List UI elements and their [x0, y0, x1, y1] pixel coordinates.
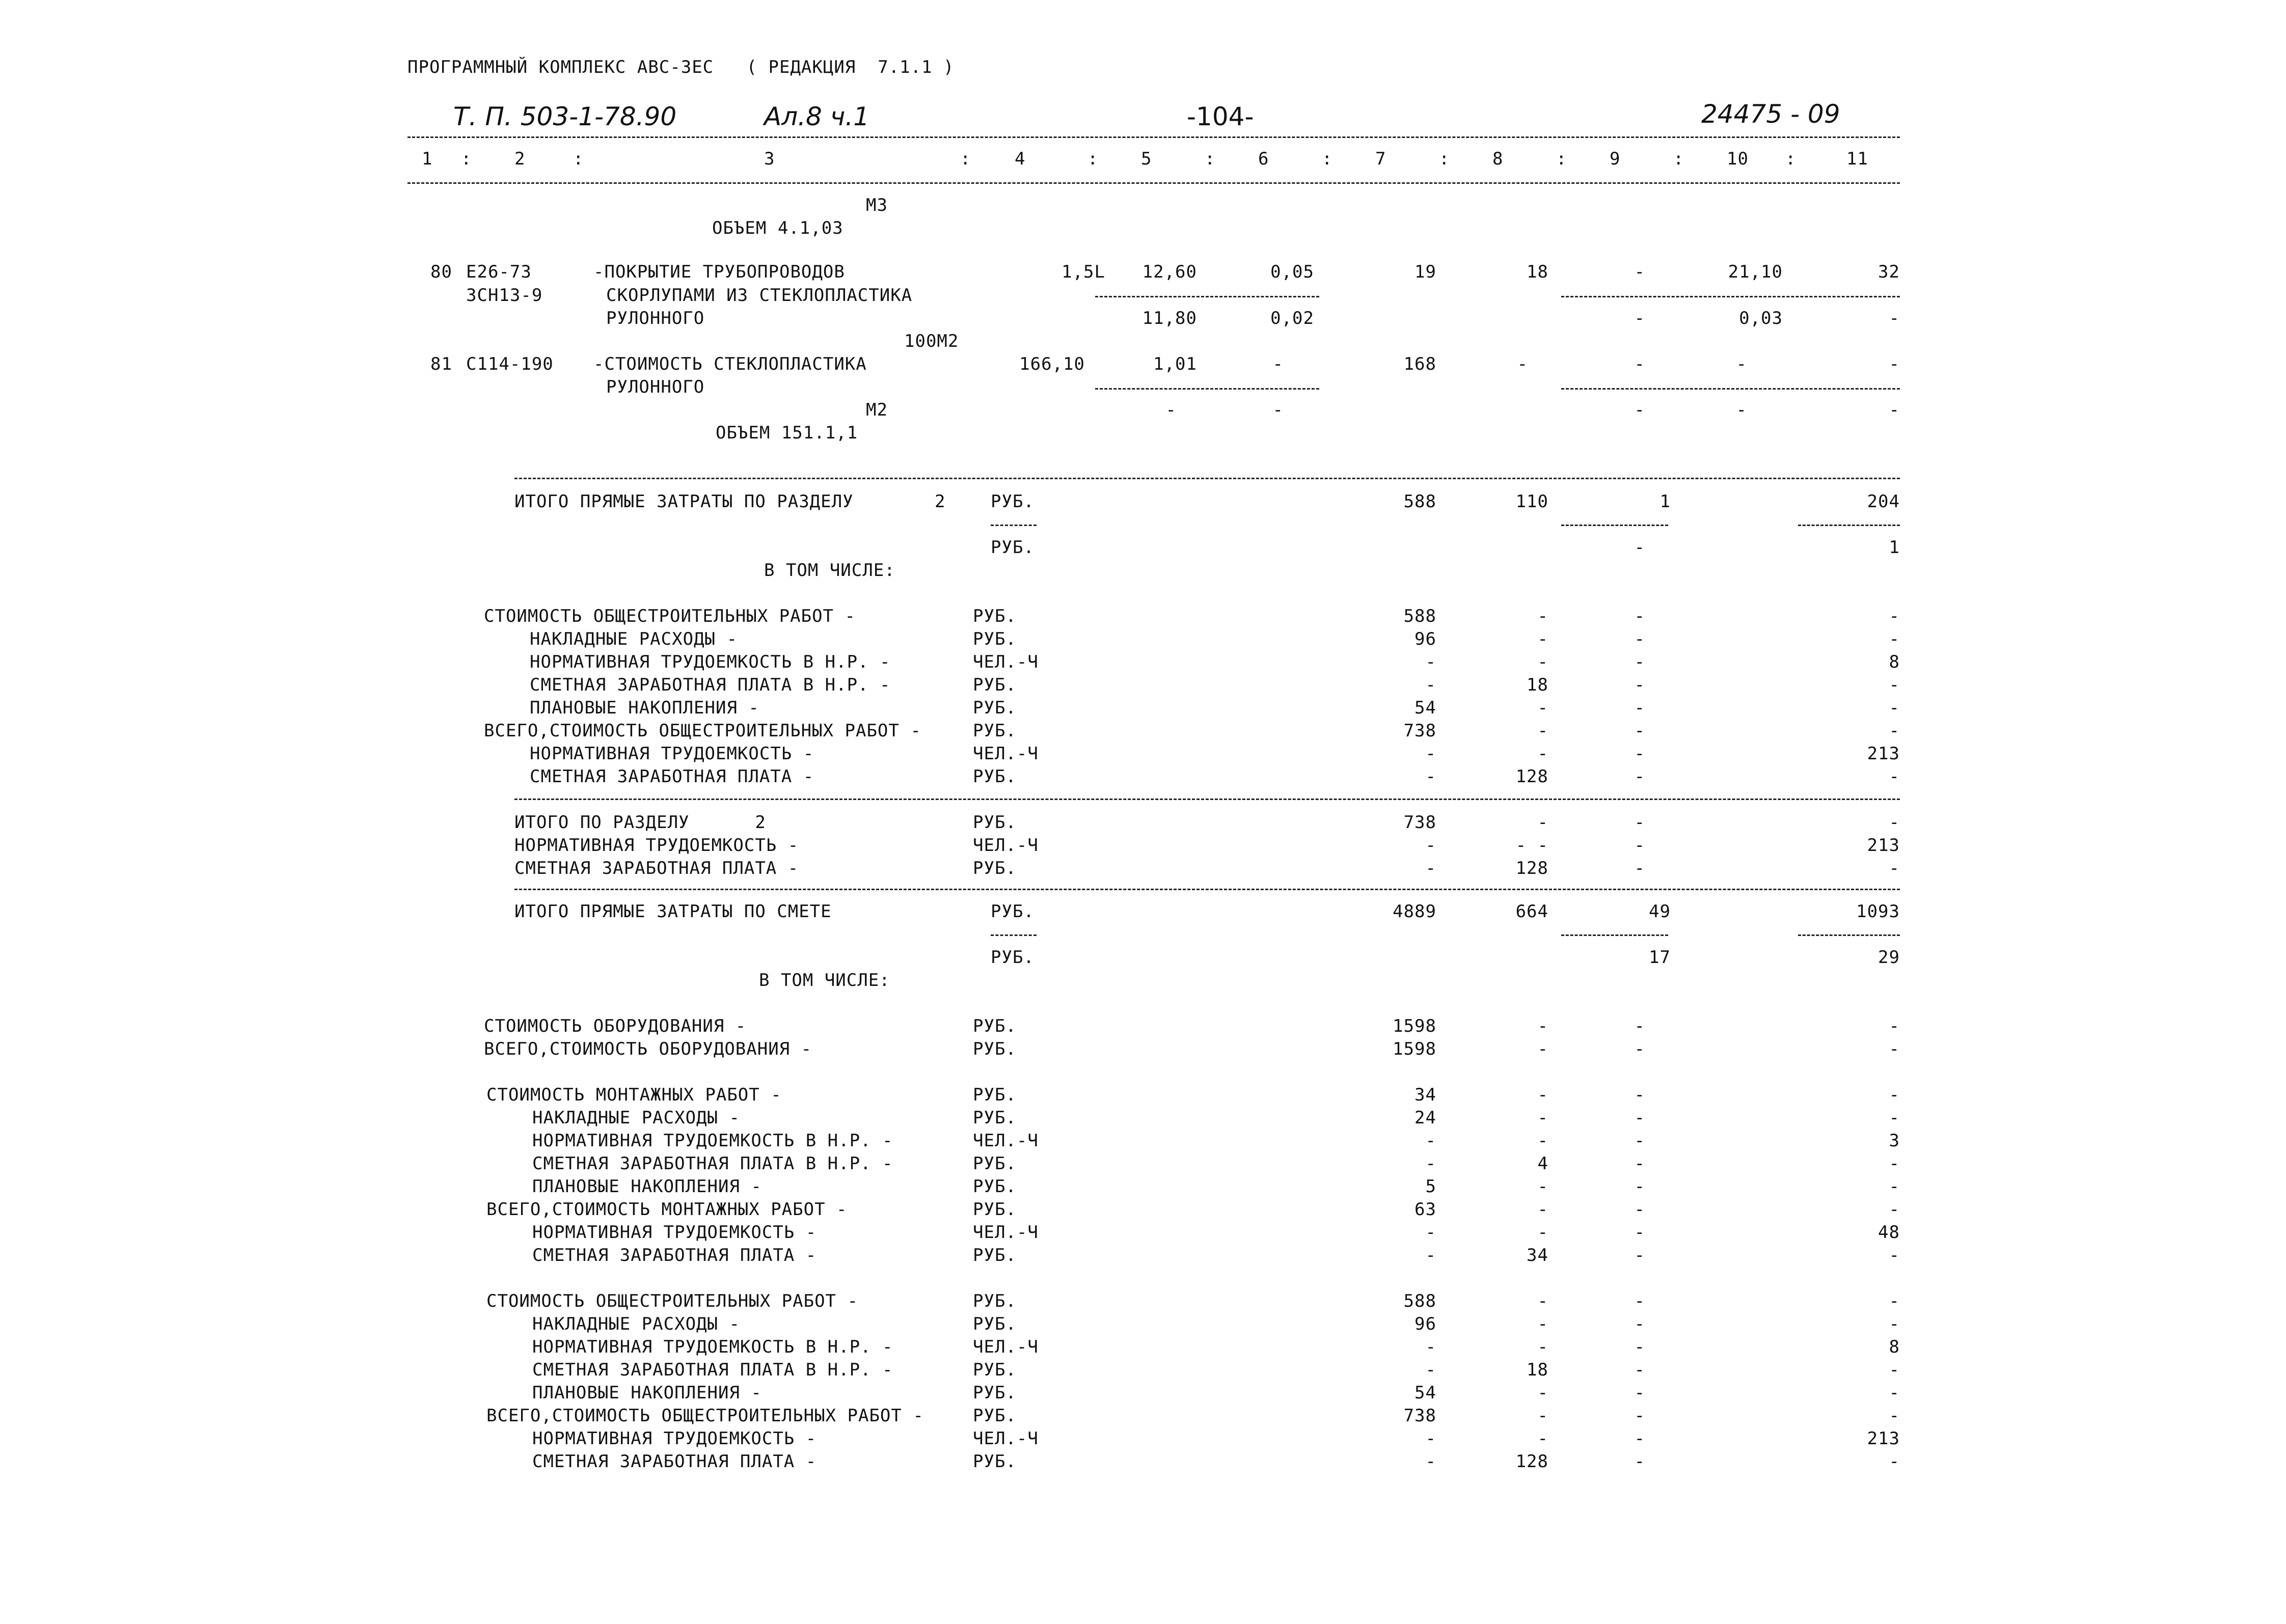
column-number: 9: [1610, 149, 1621, 169]
cell-col7: 588: [1403, 491, 1436, 512]
column-number: 7: [1375, 149, 1386, 169]
cell-col8: 18: [1527, 262, 1548, 282]
cell-col8: 128: [1515, 766, 1548, 787]
row-label: СМЕТНАЯ ЗАРАБОТНАЯ ПЛАТА -: [530, 766, 814, 787]
cell-col7: -: [1425, 766, 1436, 787]
row-label: НОРМАТИВНАЯ ТРУДОЕМКОСТЬ -: [530, 744, 814, 764]
unit-label: ЧЕЛ.-Ч: [973, 652, 1039, 672]
cell-col11: 3: [1889, 1131, 1900, 1151]
row-label: СМЕТНАЯ ЗАРАБОТНАЯ ПЛАТА -: [532, 1245, 817, 1265]
cell-col11: 29: [1878, 947, 1900, 968]
cell-col8: -: [1537, 1337, 1548, 1357]
column-separator: :: [1785, 149, 1797, 169]
cell-col7: 1598: [1393, 1039, 1436, 1059]
cell-col4: 1,5L: [1062, 262, 1105, 282]
unit-label: ЧЕЛ.-Ч: [973, 835, 1039, 856]
cell-col9: -: [1634, 835, 1645, 856]
cell-col9: -: [1634, 1016, 1645, 1036]
cell-rule: [1798, 934, 1900, 936]
cell-col6: 0,05: [1270, 262, 1314, 282]
cell-col9: -: [1634, 744, 1645, 764]
unit-label: РУБ.: [973, 1360, 1017, 1380]
cell-col9: -: [1634, 1245, 1645, 1265]
cell-col7: -: [1425, 1360, 1436, 1380]
cell-col8: 110: [1515, 491, 1548, 512]
cell-rule: [1561, 296, 1900, 297]
cell-col11: 213: [1867, 835, 1900, 856]
cell-col9: -: [1634, 1039, 1645, 1059]
cell-col8: 34: [1527, 1245, 1548, 1265]
cell-col8: -: [1537, 1199, 1548, 1220]
cell-col10: -: [1736, 354, 1747, 374]
cell-col11: -: [1889, 858, 1900, 878]
item-code: Е26-73: [466, 262, 532, 282]
cell-rule: [1561, 388, 1900, 390]
unit-rule: [991, 934, 1037, 936]
cell-col11: -: [1889, 1085, 1900, 1105]
cell-col7: 54: [1414, 1383, 1436, 1403]
cell-col7: 738: [1403, 812, 1436, 833]
cell-col11: -: [1889, 1153, 1900, 1174]
column-header-rule: [407, 182, 1900, 184]
cell-col9: -: [1634, 721, 1645, 741]
unit-label: РУБ.: [973, 1406, 1017, 1426]
cell-col9: 17: [1649, 947, 1671, 968]
row-label: ИТОГО ПО РАЗДЕЛУ 2: [514, 812, 766, 833]
column-separator: :: [573, 149, 584, 169]
row-label: НОРМАТИВНАЯ ТРУДОЕМКОСТЬ -: [532, 1428, 817, 1449]
row-label: ПЛАНОВЫЕ НАКОПЛЕНИЯ -: [530, 698, 759, 718]
cell-col9: -: [1634, 652, 1645, 672]
cell-col11: -: [1889, 1451, 1900, 1472]
cell-col9: 49: [1649, 901, 1671, 922]
cell-col9: -: [1634, 1383, 1645, 1403]
cell-col7: -: [1425, 1222, 1436, 1243]
cell-col9: -: [1634, 1153, 1645, 1174]
item-code-secondary: ЗСН13-9: [466, 285, 543, 306]
cell-col7: 5: [1425, 1176, 1436, 1197]
row-label: ВСЕГО,СТОИМОСТЬ ОБЩЕСТРОИТЕЛЬНЫХ РАБОТ -: [484, 721, 921, 741]
cell-col8: -: [1537, 652, 1548, 672]
item-description-line: СКОРЛУПАМИ ИЗ СТЕКЛОПЛАСТИКА: [606, 285, 913, 306]
item-description: -СТОИМОСТЬ СТЕКЛОПЛАСТИКА: [593, 354, 867, 374]
unit-label: РУБ.: [973, 629, 1017, 649]
cell-col7: 19: [1414, 262, 1436, 282]
cell-col11: 204: [1867, 491, 1900, 512]
cell-col7: 34: [1414, 1085, 1436, 1105]
item-description-line: РУЛОННОГО: [606, 308, 705, 328]
cell-col8: -: [1537, 1222, 1548, 1243]
cell-col9: -: [1634, 262, 1645, 282]
cell-rule: [1095, 388, 1319, 390]
cell-col7: -: [1425, 858, 1436, 878]
unit-label: РУБ.: [991, 901, 1035, 922]
cell-col9: 1: [1659, 491, 1671, 512]
cell-col8: 18: [1527, 1360, 1548, 1380]
unit-label: ЧЕЛ.-Ч: [973, 1131, 1039, 1151]
row-label: НАКЛАДНЫЕ РАСХОДЫ -: [532, 1314, 740, 1334]
cell-col8: -: [1537, 1108, 1548, 1128]
cell-col8: 128: [1515, 858, 1548, 878]
unit-label: РУБ.: [973, 1245, 1017, 1265]
cell-col7: -: [1425, 1245, 1436, 1265]
unit-label: РУБ.: [973, 1314, 1017, 1334]
cell-col10: 21,10: [1728, 262, 1783, 282]
unit-m3: М3: [866, 195, 888, 215]
cell-col8: -: [1537, 1016, 1548, 1036]
unit-label: РУБ.: [991, 491, 1035, 512]
cell-col7: 738: [1403, 1406, 1436, 1426]
cell-col7: 96: [1414, 1314, 1436, 1334]
cell-col7: -: [1425, 675, 1436, 695]
cell-col7: -: [1425, 1153, 1436, 1174]
cell-rule: [1561, 525, 1668, 526]
row-label: НАКЛАДНЫЕ РАСХОДЫ -: [530, 629, 738, 649]
unit-label: ЧЕЛ.-Ч: [973, 1222, 1039, 1243]
section-total-label: ИТОГО ПРЯМЫЕ ЗАТРАТЫ ПО РАЗДЕЛУ: [514, 491, 854, 512]
cell-col7: -: [1425, 1337, 1436, 1357]
cell-col11: -: [1889, 698, 1900, 718]
column-number: 11: [1846, 149, 1868, 169]
unit-label: ЧЕЛ.-Ч: [973, 1337, 1039, 1357]
cell-col7: 588: [1403, 1291, 1436, 1311]
cell-col7: 96: [1414, 629, 1436, 649]
cell-col5: 1,01: [1153, 354, 1197, 374]
cell-col11: -: [1889, 354, 1900, 374]
unit-label: РУБ.: [973, 721, 1017, 741]
cell-col11: -: [1889, 1245, 1900, 1265]
cell-col11: -: [1889, 1039, 1900, 1059]
row-label: НОРМАТИВНАЯ ТРУДОЕМКОСТЬ -: [532, 1222, 817, 1243]
cell-col11: 32: [1878, 262, 1900, 282]
unit-label: РУБ.: [973, 1016, 1017, 1036]
column-separator: :: [960, 149, 971, 169]
cell-col8: - -: [1515, 835, 1548, 856]
cell-col11: 213: [1867, 744, 1900, 764]
cell-col11: -: [1889, 629, 1900, 649]
row-label: НАКЛАДНЫЕ РАСХОДЫ -: [532, 1108, 740, 1128]
cell-col9: -: [1634, 400, 1645, 420]
row-label: НОРМАТИВНАЯ ТРУДОЕМКОСТЬ В Н.Р. -: [532, 1337, 893, 1357]
cell-rule: [1095, 296, 1319, 297]
cell-col8: -: [1537, 1383, 1548, 1403]
column-separator: :: [1673, 149, 1684, 169]
cell-col9: -: [1634, 698, 1645, 718]
cell-rule: [1798, 525, 1900, 526]
column-separator: :: [461, 149, 472, 169]
cell-col7: -: [1425, 744, 1436, 764]
cell-col7: 738: [1403, 721, 1436, 741]
cell-col9: -: [1634, 606, 1645, 626]
cell-col10: 0,03: [1739, 308, 1783, 328]
item-number: 81: [430, 354, 452, 374]
row-label: СТОИМОСТЬ ОБЩЕСТРОИТЕЛЬНЫХ РАБОТ -: [486, 1291, 858, 1311]
unit-label: РУБ.: [973, 1199, 1017, 1220]
unit-label: РУБ.: [991, 537, 1035, 558]
cell-col9: -: [1634, 1222, 1645, 1243]
cell-col11: -: [1889, 1199, 1900, 1220]
cell-col9: -: [1634, 629, 1645, 649]
project-number: Т. П. 503-1-78.90: [453, 102, 677, 131]
column-number: 8: [1492, 149, 1504, 169]
unit-label: РУБ.: [973, 675, 1017, 695]
cell-rule: [1561, 934, 1668, 936]
cell-col7: -: [1425, 835, 1436, 856]
row-label: ВСЕГО,СТОИМОСТЬ ОБЩЕСТРОИТЕЛЬНЫХ РАБОТ -: [486, 1406, 924, 1426]
cell-col11: -: [1889, 1176, 1900, 1197]
item-description: -ПОКРЫТИЕ ТРУБОПРОВОДОВ: [593, 262, 845, 282]
item-description-line: РУЛОННОГО: [606, 377, 705, 397]
cell-col11: 8: [1889, 1337, 1900, 1357]
unit-label: РУБ.: [973, 1039, 1017, 1059]
unit-label: РУБ.: [991, 947, 1035, 968]
cell-col11: 213: [1867, 1428, 1900, 1449]
cell-col7: 588: [1403, 606, 1436, 626]
cell-col8: -: [1537, 1131, 1548, 1151]
cell-col8: -: [1537, 1314, 1548, 1334]
cell-col8: -: [1537, 606, 1548, 626]
cell-col8: -: [1537, 744, 1548, 764]
cell-col8: -: [1537, 1291, 1548, 1311]
column-number: 6: [1258, 149, 1269, 169]
unit-label: РУБ.: [973, 1176, 1017, 1197]
cell-col11: -: [1889, 1291, 1900, 1311]
cell-col11: -: [1889, 606, 1900, 626]
cell-col8: -: [1537, 1085, 1548, 1105]
cell-col8: 18: [1527, 675, 1548, 695]
cell-col10: -: [1736, 400, 1747, 420]
section-rule: [514, 889, 1900, 890]
cell-col7: -: [1425, 652, 1436, 672]
unit-label: ЧЕЛ.-Ч: [973, 1428, 1039, 1449]
cell-col9: -: [1634, 1085, 1645, 1105]
row-label: СМЕТНАЯ ЗАРАБОТНАЯ ПЛАТА -: [514, 858, 799, 878]
item-number: 80: [430, 262, 452, 282]
cell-col8: -: [1537, 1428, 1548, 1449]
cell-col9: -: [1634, 858, 1645, 878]
cell-col11: -: [1889, 766, 1900, 787]
unit-label: РУБ.: [973, 1085, 1017, 1105]
cell-col9: -: [1634, 1108, 1645, 1128]
cell-col8: 4: [1537, 1153, 1548, 1174]
unit-label: РУБ.: [973, 1108, 1017, 1128]
cell-col8: -: [1517, 354, 1528, 374]
column-number: 2: [514, 149, 526, 169]
cell-col9: -: [1634, 308, 1645, 328]
program-title: ПРОГРАММНЫЙ КОМПЛЕКС АВС-ЗЕС ( РЕДАКЦИЯ 7.1.1 ): [407, 57, 955, 77]
cell-col9: -: [1634, 766, 1645, 787]
cell-col11: 8: [1889, 652, 1900, 672]
row-label: СМЕТНАЯ ЗАРАБОТНАЯ ПЛАТА -: [532, 1451, 817, 1472]
estimate-total-label: ИТОГО ПРЯМЫЕ ЗАТРАТЫ ПО СМЕТЕ: [514, 901, 832, 922]
cell-col6: -: [1272, 400, 1284, 420]
unit-label: РУБ.: [973, 766, 1017, 787]
cell-col7: 63: [1414, 1199, 1436, 1220]
unit-label: РУБ.: [973, 1451, 1017, 1472]
in-that-number: В ТОМ ЧИСЛЕ:: [759, 970, 890, 990]
cell-col11: -: [1889, 675, 1900, 695]
cell-col9: -: [1634, 1199, 1645, 1220]
unit-label: РУБ.: [973, 1153, 1017, 1174]
header-rule: [407, 136, 1900, 138]
cell-col11: -: [1889, 1016, 1900, 1036]
cell-col11: -: [1889, 308, 1900, 328]
unit-label: РУБ.: [973, 858, 1017, 878]
cell-col8: -: [1537, 1176, 1548, 1197]
cell-col8: 664: [1515, 901, 1548, 922]
volume-line: ОБЪЕМ 151.1,1: [716, 423, 858, 443]
unit-rule: [991, 525, 1037, 526]
section-rule: [514, 478, 1900, 479]
row-label: СМЕТНАЯ ЗАРАБОТНАЯ ПЛАТА В Н.Р. -: [530, 675, 891, 695]
row-label: СМЕТНАЯ ЗАРАБОТНАЯ ПЛАТА В Н.Р. -: [532, 1360, 893, 1380]
volume-line: ОБЪЕМ 4.1,03: [712, 218, 843, 238]
cell-col11: -: [1889, 400, 1900, 420]
cell-col11: 1093: [1856, 901, 1900, 922]
row-label: НОРМАТИВНАЯ ТРУДОЕМКОСТЬ В Н.Р. -: [532, 1131, 893, 1151]
cell-col8: 128: [1515, 1451, 1548, 1472]
cell-col8: -: [1537, 698, 1548, 718]
cell-col9: -: [1634, 354, 1645, 374]
row-label: ВСЕГО,СТОИМОСТЬ МОНТАЖНЫХ РАБОТ -: [486, 1199, 848, 1220]
row-label: ПЛАНОВЫЕ НАКОПЛЕНИЯ -: [532, 1176, 762, 1197]
cell-col11: -: [1889, 721, 1900, 741]
cell-col8: -: [1537, 1039, 1548, 1059]
row-label: СТОИМОСТЬ МОНТАЖНЫХ РАБОТ -: [486, 1085, 782, 1105]
cell-col9: -: [1634, 1291, 1645, 1311]
cell-col9: -: [1634, 1406, 1645, 1426]
item-unit: М2: [866, 400, 888, 420]
cell-col9: -: [1634, 1314, 1645, 1334]
cell-col8: -: [1537, 1406, 1548, 1426]
unit-label: РУБ.: [973, 1383, 1017, 1403]
cell-col8: -: [1537, 812, 1548, 833]
cell-col7: 168: [1403, 354, 1436, 374]
cell-col8: -: [1537, 721, 1548, 741]
column-number: 3: [764, 149, 775, 169]
unit-label: РУБ.: [973, 1291, 1017, 1311]
cell-col6: 0,02: [1270, 308, 1314, 328]
item-unit: 100М2: [904, 331, 959, 351]
cell-col9: -: [1634, 1176, 1645, 1197]
cell-col11: -: [1889, 812, 1900, 833]
unit-label: РУБ.: [973, 606, 1017, 626]
cell-col7: 1598: [1393, 1016, 1436, 1036]
cell-col5: -: [1165, 400, 1177, 420]
cell-col11: -: [1889, 1406, 1900, 1426]
column-number: 5: [1141, 149, 1152, 169]
column-separator: :: [1322, 149, 1333, 169]
cell-col9: -: [1634, 812, 1645, 833]
unit-label: ЧЕЛ.-Ч: [973, 744, 1039, 764]
cell-col9: -: [1634, 675, 1645, 695]
item-code: С114-190: [466, 354, 554, 374]
column-number: 4: [1015, 149, 1026, 169]
cell-col7: -: [1425, 1451, 1436, 1472]
column-separator: :: [1205, 149, 1216, 169]
album-number: Ал.8 ч.1: [764, 102, 870, 131]
column-separator: :: [1556, 149, 1567, 169]
column-number: 10: [1727, 149, 1749, 169]
unit-label: РУБ.: [973, 698, 1017, 718]
cell-col9: -: [1634, 537, 1645, 558]
cell-col7: 4889: [1393, 901, 1436, 922]
section-number: 2: [935, 491, 946, 512]
cell-col7: -: [1425, 1428, 1436, 1449]
cell-col9: -: [1634, 1360, 1645, 1380]
row-label: СМЕТНАЯ ЗАРАБОТНАЯ ПЛАТА В Н.Р. -: [532, 1153, 893, 1174]
cell-col4: 166,10: [1019, 354, 1085, 374]
row-label: ПЛАНОВЫЕ НАКОПЛЕНИЯ -: [532, 1383, 762, 1403]
column-separator: :: [1439, 149, 1450, 169]
in-that-number: В ТОМ ЧИСЛЕ:: [764, 560, 895, 581]
unit-label: РУБ.: [973, 812, 1017, 833]
cell-col11: 1: [1889, 537, 1900, 558]
cell-col11: -: [1889, 1360, 1900, 1380]
row-label: ВСЕГО,СТОИМОСТЬ ОБОРУДОВАНИЯ -: [484, 1039, 812, 1059]
column-separator: :: [1087, 149, 1099, 169]
cell-col11: -: [1889, 1314, 1900, 1334]
cell-col5: 11,80: [1142, 308, 1197, 328]
column-number: 1: [422, 149, 433, 169]
cell-col11: 48: [1878, 1222, 1900, 1243]
section-rule: [514, 799, 1900, 800]
cell-col8: -: [1537, 629, 1548, 649]
row-label: СТОИМОСТЬ ОБЩЕСТРОИТЕЛЬНЫХ РАБОТ -: [484, 606, 856, 626]
cell-col5: 12,60: [1142, 262, 1197, 282]
cell-col7: 54: [1414, 698, 1436, 718]
cell-col9: -: [1634, 1428, 1645, 1449]
cell-col7: -: [1425, 1131, 1436, 1151]
cell-col7: 24: [1414, 1108, 1436, 1128]
document-code: 24475 - 09: [1701, 99, 1840, 129]
row-label: НОРМАТИВНАЯ ТРУДОЕМКОСТЬ В Н.Р. -: [530, 652, 891, 672]
row-label: НОРМАТИВНАЯ ТРУДОЕМКОСТЬ -: [514, 835, 799, 856]
cell-col11: -: [1889, 1108, 1900, 1128]
cell-col6: -: [1272, 354, 1284, 374]
cell-col9: -: [1634, 1451, 1645, 1472]
cell-col9: -: [1634, 1337, 1645, 1357]
cell-col9: -: [1634, 1131, 1645, 1151]
page-number: -104-: [1187, 102, 1254, 131]
row-label: СТОИМОСТЬ ОБОРУДОВАНИЯ -: [484, 1016, 747, 1036]
cell-col11: -: [1889, 1383, 1900, 1403]
